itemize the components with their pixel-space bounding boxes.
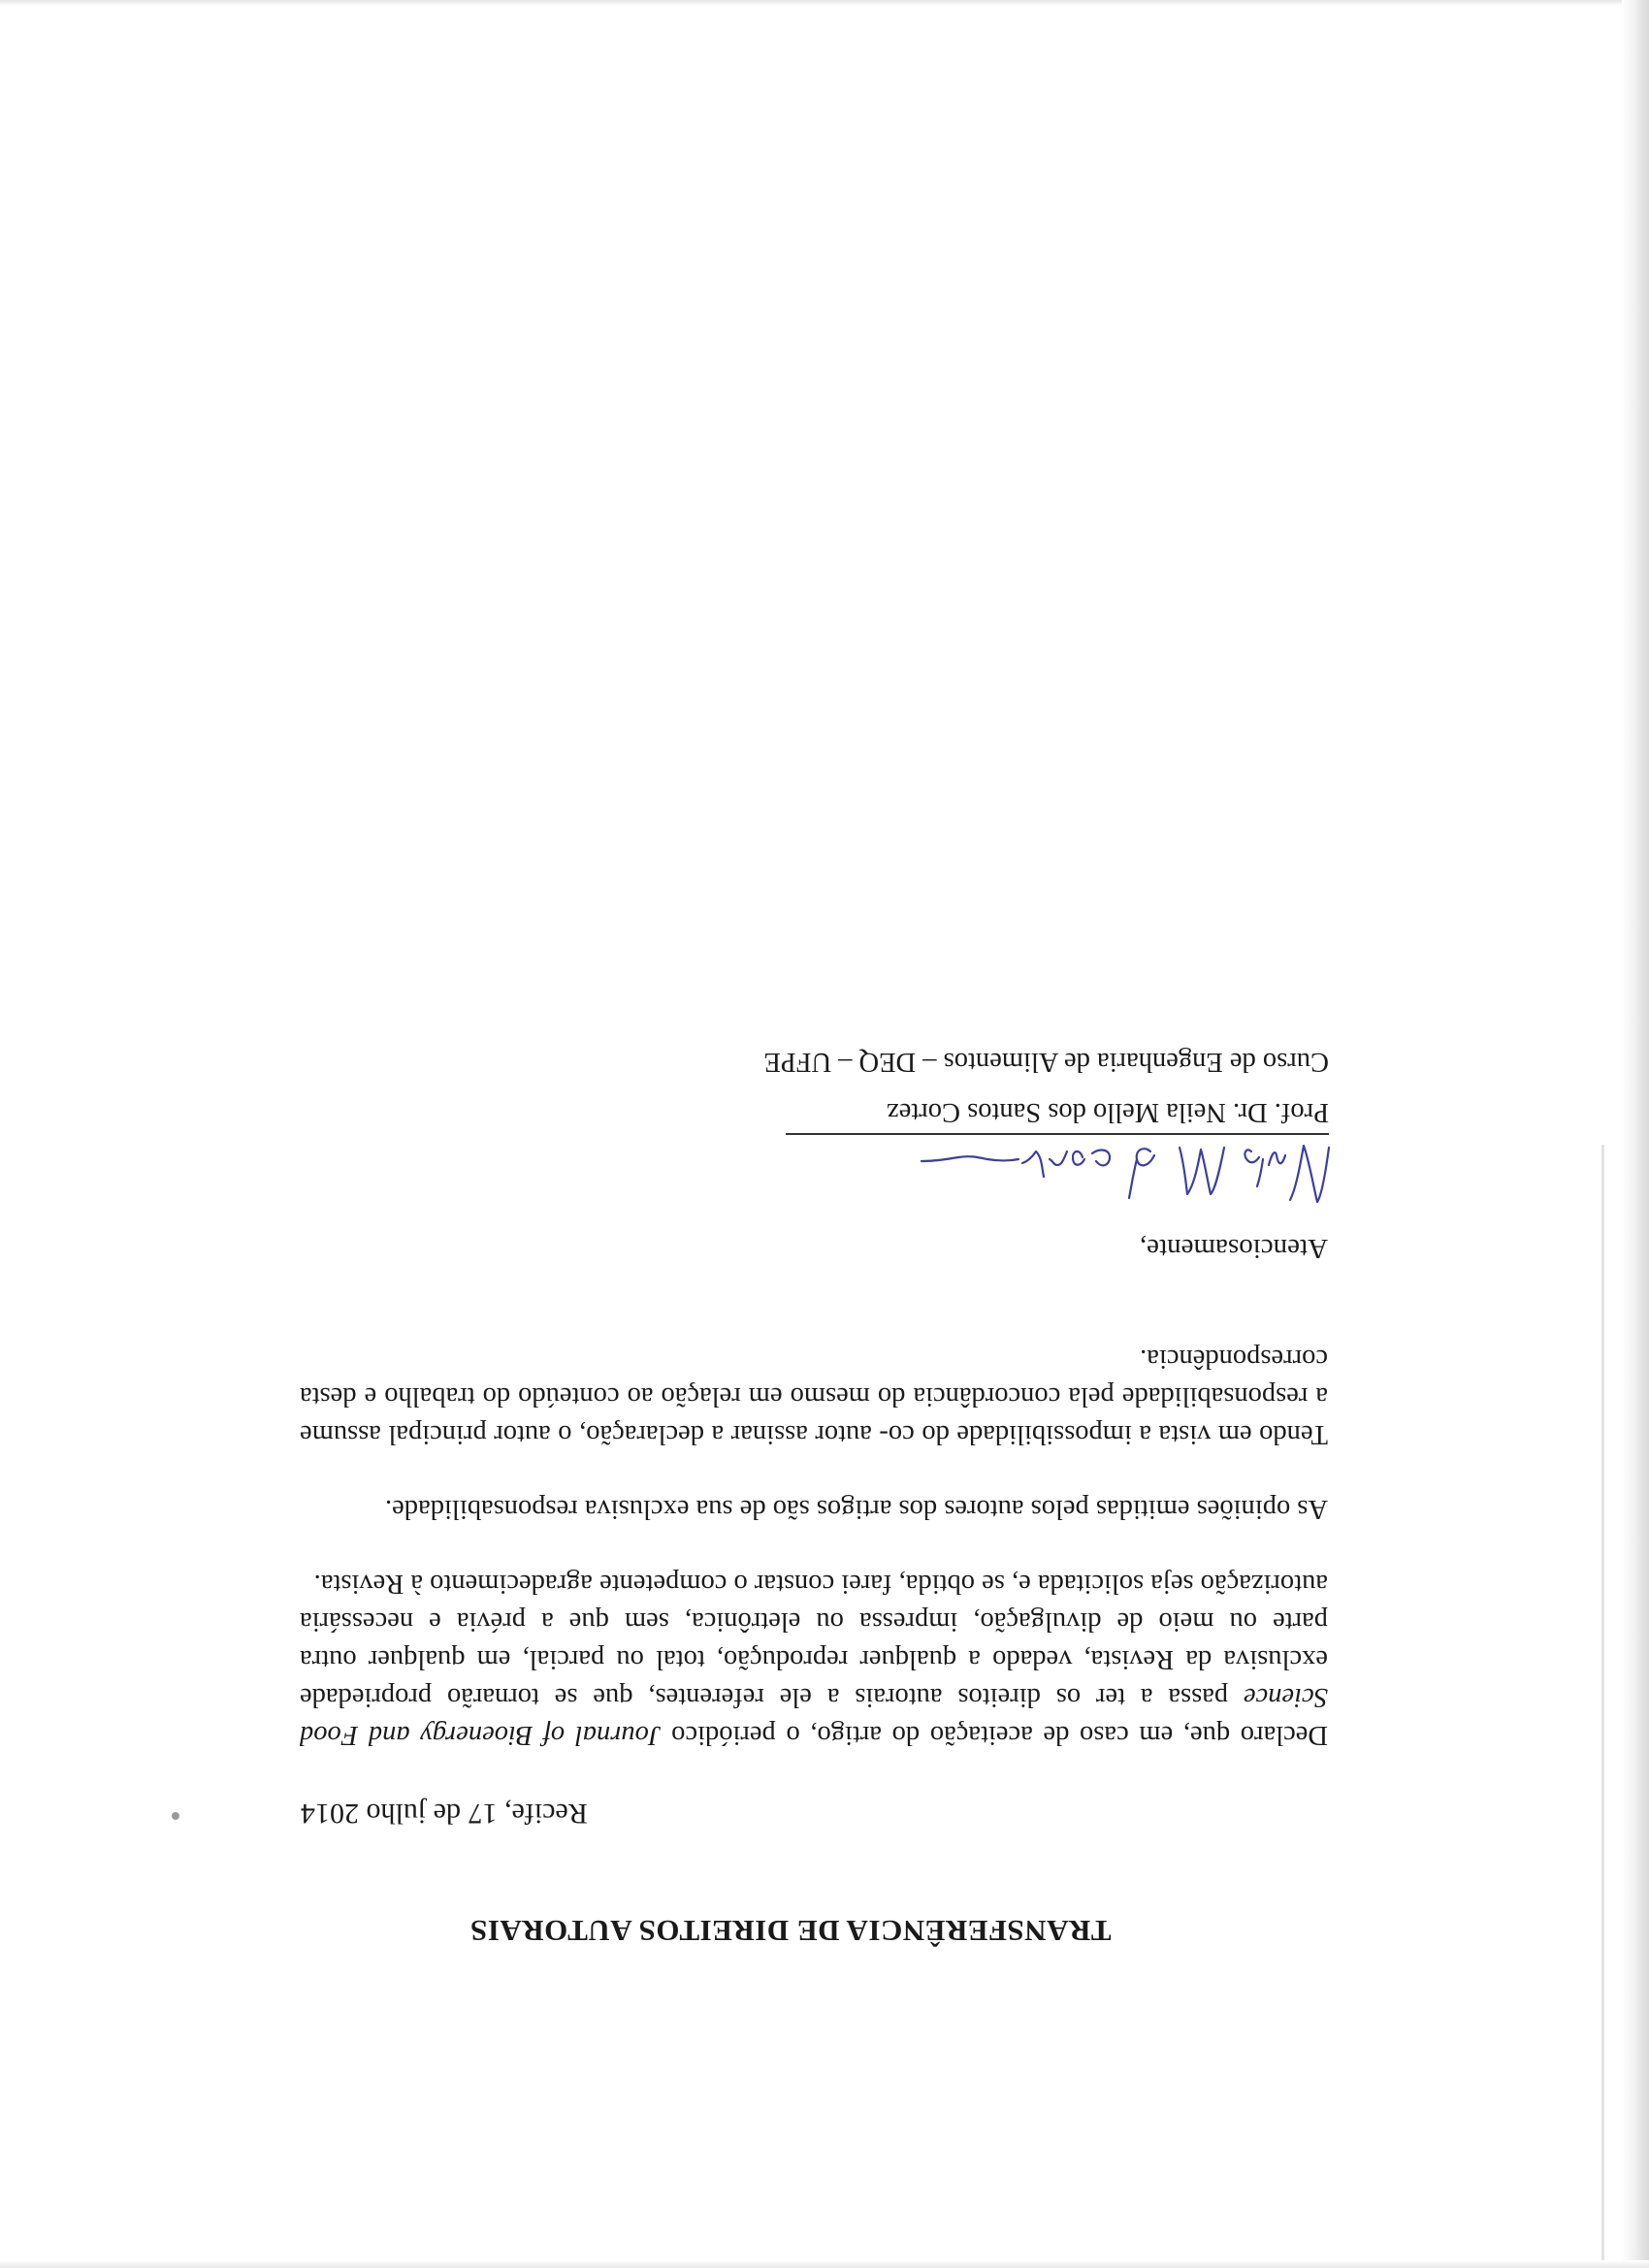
department: Curso de Engenharia de Alimentos – DEQ – UFPE [763,1047,1329,1077]
place-date: Recife, 17 de julho 2014 [301,1798,588,1830]
journal-name: Journal of Bioenergy and Food Science [300,1682,1328,1750]
paragraph-lead: Declaro que, em caso de aceitação do artigo, o periódico [661,1720,1328,1750]
paragraph-coauthor: Tendo em vista a impossibilidade do co- autor assinar a declaração, o autor principal assume a responsabilidade pela concordância do mesmo em relação ao conteúdo do trabalho e desta correspondência. [300,1344,1328,1449]
paragraph-declaration [300,1565,1328,1754]
paragraph-opinions: As opiniões emitidas pelos autores dos artigos são de sua exclusiva responsabilidade. [385,1494,1328,1524]
letter-body [300,1340,1328,1754]
document-title: TRANSFERÊNCIA DE DIREITOS AUTORAIS [469,1914,1112,1948]
signature-drawing [892,1128,1339,1215]
signer-name: Prof. Dr. Neila Mello dos Santos Cortez [887,1097,1329,1127]
paragraph-rest: passa a ter os direitos autorais a ele referentes, que se tornarão propriedade exclusiva da Revista, vedado a qualquer reprodução, total ou parcial, em qualquer outra parte ou meio de divulgação, impressa ou eletrônica, sem que a prévia e necessária autorização seja solicitada e, se obtida, farei constar o competente agradecimento à Revista. [300,1569,1328,1712]
signature-line [786,1133,1329,1135]
handwritten-signature [892,1128,1339,1215]
closing-line: Atenciosamente, [1139,1233,1328,1264]
scan-speck [172,1812,179,1820]
